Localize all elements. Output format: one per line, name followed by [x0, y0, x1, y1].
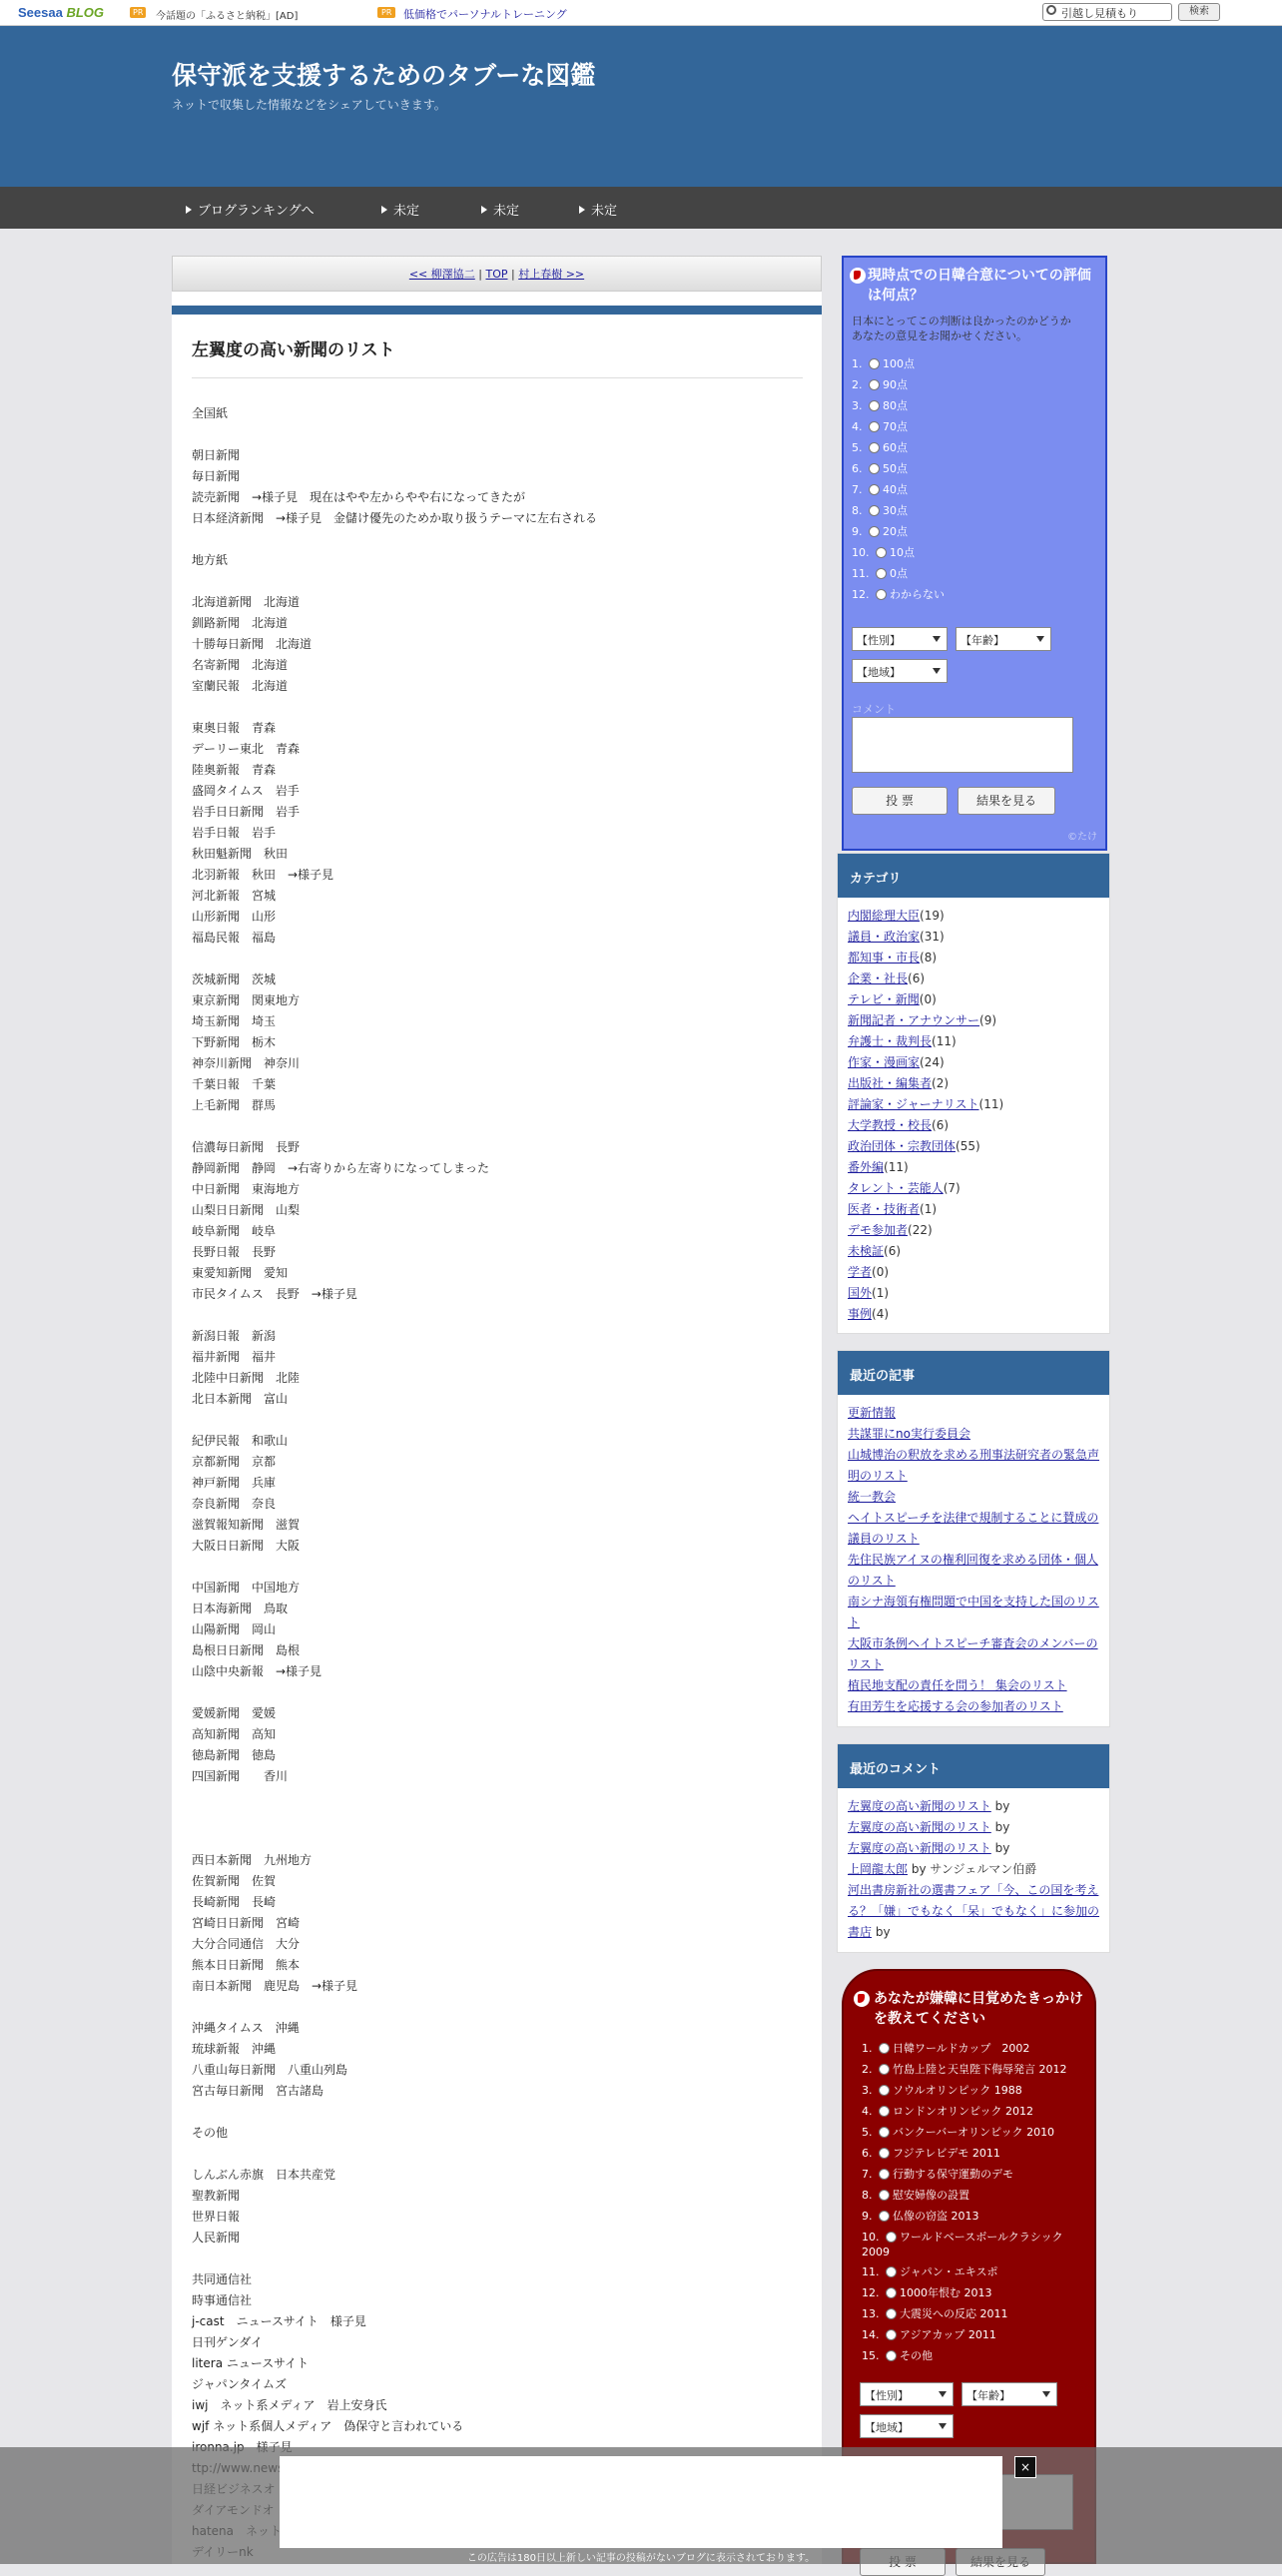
search-icon — [1046, 5, 1056, 15]
nav-item-ranking[interactable]: ブログランキングへ — [186, 200, 315, 219]
category-item — [848, 1262, 1099, 1283]
category-count: (2) — [932, 1076, 950, 1090]
region-select[interactable]: 【地域】 — [860, 2414, 954, 2438]
poll-option-number: 2. — [862, 2063, 876, 2076]
category-count: (1) — [872, 1286, 890, 1300]
poll-option[interactable] — [862, 2348, 1089, 2363]
category-count: (6) — [884, 1244, 902, 1258]
recent-post-item — [848, 1592, 1099, 1633]
poll-option[interactable] — [862, 2083, 1089, 2098]
category-count: (24) — [920, 1055, 945, 1069]
poll-option-number: 10. — [862, 2231, 883, 2244]
recent-comment-item — [848, 1838, 1099, 1859]
ad-link-furusato[interactable]: 今話題の「ふるさと納税」[AD] — [156, 11, 299, 22]
recent-comment-author: by — [872, 1925, 891, 1939]
category-count: (4) — [872, 1307, 890, 1321]
recent-post-item — [848, 1424, 1099, 1445]
poll-option-number: 1. — [862, 2042, 876, 2055]
poll-option[interactable] — [852, 481, 908, 497]
category-count: (7) — [943, 1181, 961, 1195]
poll-option[interactable] — [852, 586, 945, 602]
category-count: (19) — [920, 909, 945, 923]
category-item — [848, 1157, 1099, 1178]
category-item — [848, 1094, 1099, 1115]
nav-item-undecided-2[interactable]: 未定 — [481, 200, 519, 219]
poll-option-number: 7. — [852, 483, 866, 496]
vote-button[interactable]: 投 票 — [852, 787, 948, 815]
radio-button[interactable] — [869, 442, 880, 453]
nav-separator: | — [507, 268, 519, 281]
age-select[interactable]: 【年齢】 — [962, 2382, 1057, 2406]
poll-option[interactable] — [852, 418, 908, 434]
poll-option-number: 5. — [852, 441, 866, 454]
radio-button[interactable] — [876, 568, 887, 579]
recent-post-link[interactable]: 大阪市条例ヘイトスピーチ審査会のメンバーのリスト — [848, 1636, 1098, 1671]
category-link[interactable]: 弁護士・裁判長 — [848, 1034, 933, 1048]
post-body: 全国紙 朝日新聞 毎日新聞 読売新聞 →様子見 現在はやや左からやや右になってきたが 日本経済新聞 →様子見 金儲け優先のためか取り扱うテーマに左右される 地方紙 北海道新聞 北海道 釧路新聞 北海道 十勝毎日新聞 北海道 名寄新聞 北海道 室蘭民報 北海道 東奥日報 青森 デーリー東北 青森 陸奥新報 青森 盛岡タイムス 岩手 岩手日日新聞 岩手 岩手日報 岩手 秋田魁新聞 秋田 北羽新報 秋田 →様子見 河北新報 宮城 山形新聞 山形 福島民報 福島 茨城新聞 茨城 東京新聞 関東地方 埼玉新聞 埼玉 下野新聞 栃木 神奈川新聞 神奈川 千葉日報 千葉 上毛新聞 群馬 信濃毎日新聞 長野 静岡新聞 静岡 →右寄りから左寄りになってしまった 中日新聞 東海地方 山梨日日新聞 山梨 岐阜新聞 岐阜 長野日報 長野 東愛知新聞 愛知 市民タイムス 長野 →様子見 新潟日報 新潟 福井新聞 福井 北陸中日新聞 北陸 北日本新聞 富山 紀伊民報 和歌山 京都新聞 京都 神戸新聞 兵庫 奈良新聞 奈良 滋賀報知新聞 滋賀 大阪日日新聞 大阪 中国新聞 中国地方 日本海新聞 鳥取 山陽新聞 岡山 島根日日新聞 島根 山陰中央新報 →様子見 愛媛新聞 愛媛 高知新聞 高知 徳島新聞 徳島 四国新聞 香川 西日本新聞 九州地方 佐賀新聞 佐賀 長崎新聞 長崎 宮崎日日新聞 宮崎 大分合同通信 大分 熊本日日新聞 熊本 南日本新聞 鹿児島 →様子見 沖縄タイムス 沖縄 琉球新報 沖縄 八重山毎日新聞 八重山列島 宮古毎日新聞 宮古諸島 その他 しんぶん赤旗 日本共産党 聖教新聞 世界日報 人民新聞 共同通信社 時事通信社 j-cast ニュースサイト 様子見 日刊ゲンダイ litera ニュースサイト ジャパンタイムズ iwj ネット系メディア 岩上安身氏 wjf ネット系個人メディア 偽保守と言われている — [192, 406, 598, 2433]
poll-credit[interactable]: ©たけ — [1067, 832, 1097, 843]
category-box — [837, 853, 1110, 1334]
category-link[interactable]: 企業・社長 — [848, 971, 909, 985]
poll-option-number: 9. — [852, 525, 866, 538]
post-title: 左翼度の高い新聞のリスト — [192, 340, 395, 360]
next-post-link[interactable]: 村上春樹 >> — [518, 268, 585, 281]
recent-post-item — [848, 1633, 1099, 1675]
radio-button[interactable] — [879, 2043, 890, 2054]
recent-comments-heading: 最近のコメント — [838, 1744, 1109, 1788]
category-link[interactable]: 未検証 — [848, 1244, 885, 1258]
poll-option-number: 14. — [862, 2328, 883, 2341]
poll-option-label: 10点 — [890, 546, 915, 559]
radio-button[interactable] — [879, 2169, 890, 2180]
post-header-bar — [172, 306, 822, 315]
category-link[interactable]: デモ参加者 — [848, 1223, 909, 1237]
poll-option-label: 40点 — [883, 483, 908, 496]
poll-option-number: 5. — [862, 2126, 876, 2139]
poll-option-label: 70点 — [883, 420, 908, 433]
poll-icon — [850, 268, 866, 284]
pr-tag: PR — [130, 7, 146, 18]
category-item — [848, 1010, 1099, 1031]
category-count: (8) — [920, 951, 938, 965]
ad-link-training[interactable]: 低価格でパーソナルトレーニング — [403, 8, 567, 21]
poll-option-label: バンクーバーオリンピック 2010 — [893, 2126, 1055, 2139]
poll-option[interactable] — [862, 2062, 1089, 2077]
poll-option-label: 大震災への反応 2011 — [900, 2307, 1008, 2320]
poll-option-number: 7. — [862, 2168, 876, 2181]
category-count: (31) — [920, 930, 945, 944]
poll-option[interactable] — [862, 2041, 1089, 2056]
poll-option-label: 80点 — [883, 399, 908, 412]
poll-option-number: 3. — [862, 2084, 876, 2097]
poll-option-number: 11. — [852, 567, 873, 580]
seesaa-blog-logo[interactable] — [18, 5, 104, 20]
poll-option[interactable] — [852, 544, 915, 560]
category-item — [848, 1199, 1099, 1220]
category-link[interactable]: テレビ・新聞 — [848, 992, 920, 1006]
category-item — [848, 1031, 1099, 1052]
category-item — [848, 948, 1099, 968]
poll-option[interactable] — [862, 2264, 1089, 2279]
radio-button[interactable] — [869, 505, 880, 516]
category-item — [848, 906, 1099, 927]
site-header — [0, 26, 1282, 187]
radio-button[interactable] — [879, 2085, 890, 2096]
poll-option-number: 12. — [862, 2286, 883, 2299]
search-input[interactable]: 引越し見積もり — [1042, 3, 1172, 21]
poll-option-label: 20点 — [883, 525, 908, 538]
comment-textarea[interactable] — [852, 717, 1073, 773]
radio-button[interactable] — [876, 589, 887, 600]
category-item — [848, 1178, 1099, 1199]
poll-option-label: 30点 — [883, 504, 908, 517]
poll-option-number: 2. — [852, 378, 866, 391]
radio-button[interactable] — [879, 2106, 890, 2117]
recent-comment-link[interactable]: 左翼度の高い新聞のリスト — [848, 1820, 991, 1834]
poll-option-label: ワールドベースボールクラシック 2009 — [862, 2231, 1063, 2258]
recent-post-link[interactable]: 共謀罪にno実行委員会 — [848, 1427, 970, 1441]
radio-button[interactable] — [886, 2266, 897, 2277]
poll-option-number: 3. — [852, 399, 866, 412]
logo-sub-text: BLOG — [66, 5, 105, 20]
poll-option-label: 竹島上陸と天皇陛下侮辱発言 2012 — [893, 2063, 1067, 2076]
radio-button[interactable] — [886, 2350, 897, 2361]
recent-comment-link[interactable]: 上岡龍太郎 — [848, 1862, 909, 1876]
logo-main-text: Seesaa — [18, 5, 63, 20]
ad-notice: この広告は180日以上新しい記事の投稿がないブログに表示されております。 — [466, 2553, 816, 2564]
radio-button[interactable] — [879, 2211, 890, 2222]
poll-option-number: 4. — [862, 2105, 876, 2118]
divider — [192, 377, 803, 378]
category-link[interactable]: 作家・漫画家 — [848, 1055, 921, 1069]
poll-option-label: 1000年恨む 2013 — [900, 2286, 992, 2299]
poll-option-label: ジャパン・エキスポ — [900, 2265, 998, 2278]
category-item — [848, 989, 1099, 1010]
recent-post-item — [848, 1403, 1099, 1424]
poll-option[interactable] — [852, 376, 908, 392]
poll-option-number: 6. — [852, 462, 866, 475]
category-count: (11) — [884, 1160, 909, 1174]
recent-comments-list — [838, 1788, 1109, 1949]
top-link[interactable]: TOP — [485, 268, 508, 281]
radio-button[interactable] — [869, 484, 880, 495]
ad-frame[interactable] — [280, 2456, 1002, 2548]
recent-post-item — [848, 1696, 1099, 1717]
recent-comment-item — [848, 1796, 1099, 1817]
gender-select[interactable]: 【性別】 — [852, 627, 948, 651]
radio-button[interactable] — [886, 2329, 897, 2340]
recent-comment-item — [848, 1880, 1099, 1943]
category-link[interactable]: 事例 — [848, 1307, 873, 1321]
poll-option-number: 6. — [862, 2147, 876, 2160]
poll-option-label: 慰安婦像の設置 — [893, 2189, 969, 2202]
category-item — [848, 1052, 1099, 1073]
category-count: (9) — [979, 1013, 997, 1027]
category-link[interactable]: 医者・技術者 — [848, 1202, 921, 1216]
poll-option[interactable] — [852, 565, 908, 581]
poll-option-label: アジアカップ 2011 — [900, 2328, 996, 2341]
view-results-button[interactable]: 結果を見る — [958, 787, 1055, 815]
category-link[interactable]: 出版社・編集者 — [848, 1076, 933, 1090]
gender-select[interactable]: 【性別】 — [860, 2382, 954, 2406]
poll-option[interactable] — [862, 2125, 1089, 2140]
comment-label: コメント — [852, 703, 896, 716]
poll-option-label: わからない — [890, 588, 945, 601]
radio-button[interactable] — [869, 421, 880, 432]
poll-option-label: フジテレビデモ 2011 — [893, 2147, 1000, 2160]
poll-option-label: 60点 — [883, 441, 908, 454]
radio-button[interactable] — [869, 463, 880, 474]
category-link[interactable]: 評論家・ジャーナリスト — [848, 1097, 979, 1111]
radio-button[interactable] — [869, 526, 880, 537]
recent-post-link[interactable]: 山城博治の釈放を求める刑事法研究者の緊急声明のリスト — [848, 1448, 1100, 1483]
poll-option-number: 13. — [862, 2307, 883, 2320]
category-item — [848, 1283, 1099, 1304]
category-link[interactable]: 都知事・市長 — [848, 951, 921, 965]
search-button[interactable]: 検索 — [1178, 3, 1220, 21]
poll-option[interactable] — [852, 460, 908, 476]
poll-option-label: その他 — [900, 2349, 933, 2362]
poll-option-number: 10. — [852, 546, 873, 559]
poll-option[interactable] — [852, 439, 908, 455]
category-link[interactable]: 議員・政治家 — [848, 930, 921, 944]
category-link[interactable]: 新聞記者・アナウンサー — [848, 1013, 980, 1027]
recent-comment-item — [848, 1817, 1099, 1838]
poll-option-number: 8. — [862, 2189, 876, 2202]
radio-button[interactable] — [876, 547, 887, 558]
poll-title: 現時点での日韓合意についての評価は何点？ — [868, 268, 1091, 304]
poll-option[interactable] — [862, 2167, 1089, 2182]
category-item — [848, 968, 1099, 989]
recent-post-link[interactable]: 統一教会 — [848, 1490, 897, 1504]
poll-option[interactable] — [862, 2146, 1089, 2161]
poll-description: 日本にとってこの判断は良かったのかどうか あなたの意見をお聞かせください。 — [852, 315, 1071, 342]
poll-option[interactable] — [852, 523, 908, 539]
poll-option-number: 9. — [862, 2210, 876, 2223]
poll-option[interactable] — [852, 502, 908, 518]
radio-button[interactable] — [886, 2308, 897, 2319]
category-link[interactable]: 番外編 — [848, 1160, 885, 1174]
poll-option-label: ロンドンオリンピック 2012 — [893, 2105, 1034, 2118]
recent-comment-link[interactable]: 左翼度の高い新聞のリスト — [848, 1799, 991, 1813]
site-title[interactable]: 保守派を支援するためのタブーな図鑑 — [172, 61, 596, 90]
radio-button[interactable] — [869, 358, 880, 369]
category-item — [848, 927, 1099, 948]
global-nav — [0, 187, 1282, 229]
category-count: (11) — [978, 1097, 1004, 1111]
category-count: (11) — [932, 1034, 957, 1048]
main-content — [172, 256, 822, 2564]
recent-post-item — [848, 1445, 1099, 1487]
category-item — [848, 1304, 1099, 1325]
nav-item-undecided-1[interactable]: 未定 — [381, 200, 419, 219]
radio-button[interactable] — [879, 2190, 890, 2201]
recent-posts-heading: 最近の記事 — [838, 1351, 1109, 1395]
recent-comment-link[interactable]: 左翼度の高い新聞のリスト — [848, 1841, 991, 1855]
recent-comment-author: by サンジェルマン伯爵 — [908, 1862, 1037, 1876]
poll-option-label: 日韓ワールドカップ 2002 — [893, 2042, 1030, 2055]
category-item — [848, 1220, 1099, 1241]
poll-option-number: 1. — [852, 357, 866, 370]
post-navigation — [172, 256, 822, 292]
radio-button[interactable] — [886, 2232, 897, 2243]
recent-comment-author: by — [990, 1820, 1010, 1834]
poll-option-number: 12. — [852, 588, 873, 601]
poll-option-number: 8. — [852, 504, 866, 517]
poll-option-number: 4. — [852, 420, 866, 433]
category-heading: カテゴリ — [838, 854, 1109, 898]
recent-post-link[interactable]: 更新情報 — [848, 1406, 897, 1420]
poll-option[interactable] — [852, 355, 915, 371]
recent-comment-author: by — [990, 1799, 1010, 1813]
close-icon[interactable]: × — [1014, 2456, 1036, 2478]
category-link[interactable]: 政治団体・宗教団体 — [848, 1139, 957, 1153]
category-count: (6) — [932, 1118, 950, 1132]
poll-option[interactable] — [862, 2230, 1089, 2259]
poll-option[interactable] — [862, 2327, 1089, 2342]
radio-button[interactable] — [879, 2148, 890, 2159]
category-link[interactable]: 国外 — [848, 1286, 873, 1300]
category-link[interactable]: タレント・芸能人 — [848, 1181, 944, 1195]
radio-button[interactable] — [869, 379, 880, 390]
age-select[interactable]: 【年齢】 — [956, 627, 1051, 651]
recent-comment-item — [848, 1859, 1099, 1880]
recent-post-link[interactable]: 先住民族アイヌの権利回復を求める団体・個人のリスト — [848, 1553, 1098, 1588]
recent-comment-author: by — [990, 1841, 1010, 1855]
category-item — [848, 1241, 1099, 1262]
recent-post-link[interactable]: 植民地支配の責任を問う！ 集会のリスト — [848, 1678, 1067, 1692]
poll-japan-korea-agreement — [842, 256, 1107, 851]
poll-option[interactable] — [862, 2285, 1089, 2300]
radio-button[interactable] — [869, 400, 880, 411]
poll-option[interactable] — [852, 397, 908, 413]
recent-post-link[interactable]: 有田芳生を応援する会の参加者のリスト — [848, 1699, 1063, 1713]
poll-title: あなたが嫌韓に目覚めたきっかけを教えてください — [874, 1991, 1083, 2027]
poll-option[interactable] — [862, 2104, 1089, 2119]
poll-option-label: 行動する保守運動のデモ — [893, 2168, 1013, 2181]
poll-option-label: 50点 — [883, 462, 908, 475]
poll-option-label: 100点 — [883, 357, 915, 370]
category-count: (22) — [908, 1223, 933, 1237]
recent-post-link[interactable]: ヘイトスピーチを法律で規制することに賛成の議員のリスト — [848, 1511, 1099, 1546]
poll-icon — [854, 1991, 870, 2007]
recent-comment-link[interactable]: 河出書房新社の選書フェア「今、この国を考える？「嫌」でもなく「呆」でもなく」に参加の書店 — [848, 1883, 1100, 1939]
category-count: (6) — [908, 971, 926, 985]
category-item — [848, 1115, 1099, 1136]
nav-separator: | — [474, 268, 486, 281]
prev-post-link[interactable]: << 柳澤協二 — [408, 268, 475, 281]
poll-option-number: 11. — [862, 2265, 883, 2278]
radio-button[interactable] — [879, 2127, 890, 2138]
top-bar — [0, 0, 1282, 26]
poll-option[interactable] — [862, 2209, 1089, 2224]
recent-posts-list — [838, 1395, 1109, 1723]
category-item — [848, 1136, 1099, 1157]
region-select[interactable]: 【地域】 — [852, 659, 948, 683]
category-count: (55) — [956, 1139, 980, 1153]
category-link[interactable]: 学者 — [848, 1265, 873, 1279]
recent-post-link[interactable]: 南シナ海領有権問題で中国を支持した国のリスト — [848, 1595, 1099, 1629]
poll-option-label: ソウルオリンピック 1988 — [893, 2084, 1022, 2097]
radio-button[interactable] — [886, 2287, 897, 2298]
poll-option-number: 15. — [862, 2349, 883, 2362]
recent-post-item — [848, 1675, 1099, 1696]
site-description: ネットで収集した情報などをシェアしていきます。 — [172, 98, 446, 112]
category-item — [848, 1073, 1099, 1094]
radio-button[interactable] — [879, 2064, 890, 2075]
recent-post-item — [848, 1508, 1099, 1550]
nav-item-undecided-3[interactable]: 未定 — [579, 200, 617, 219]
recent-post-item — [848, 1487, 1099, 1508]
poll-option[interactable] — [862, 2306, 1089, 2321]
recent-posts-box — [837, 1350, 1110, 1727]
poll-option-label: 仏像の窃盗 2013 — [893, 2210, 979, 2223]
recent-post-item — [848, 1550, 1099, 1592]
category-count: (1) — [920, 1202, 938, 1216]
category-link[interactable]: 内閣総理大臣 — [848, 909, 921, 923]
poll-option[interactable] — [862, 2188, 1089, 2203]
category-count: (0) — [872, 1265, 890, 1279]
category-list — [838, 898, 1109, 1331]
category-link[interactable]: 大学教授・校長 — [848, 1118, 933, 1132]
category-count: (0) — [919, 992, 937, 1006]
recent-comments-box — [837, 1743, 1110, 1953]
poll-option-label: 90点 — [883, 378, 908, 391]
pr-tag-2: PR — [377, 7, 395, 18]
poll-option-label: 0点 — [890, 567, 908, 580]
